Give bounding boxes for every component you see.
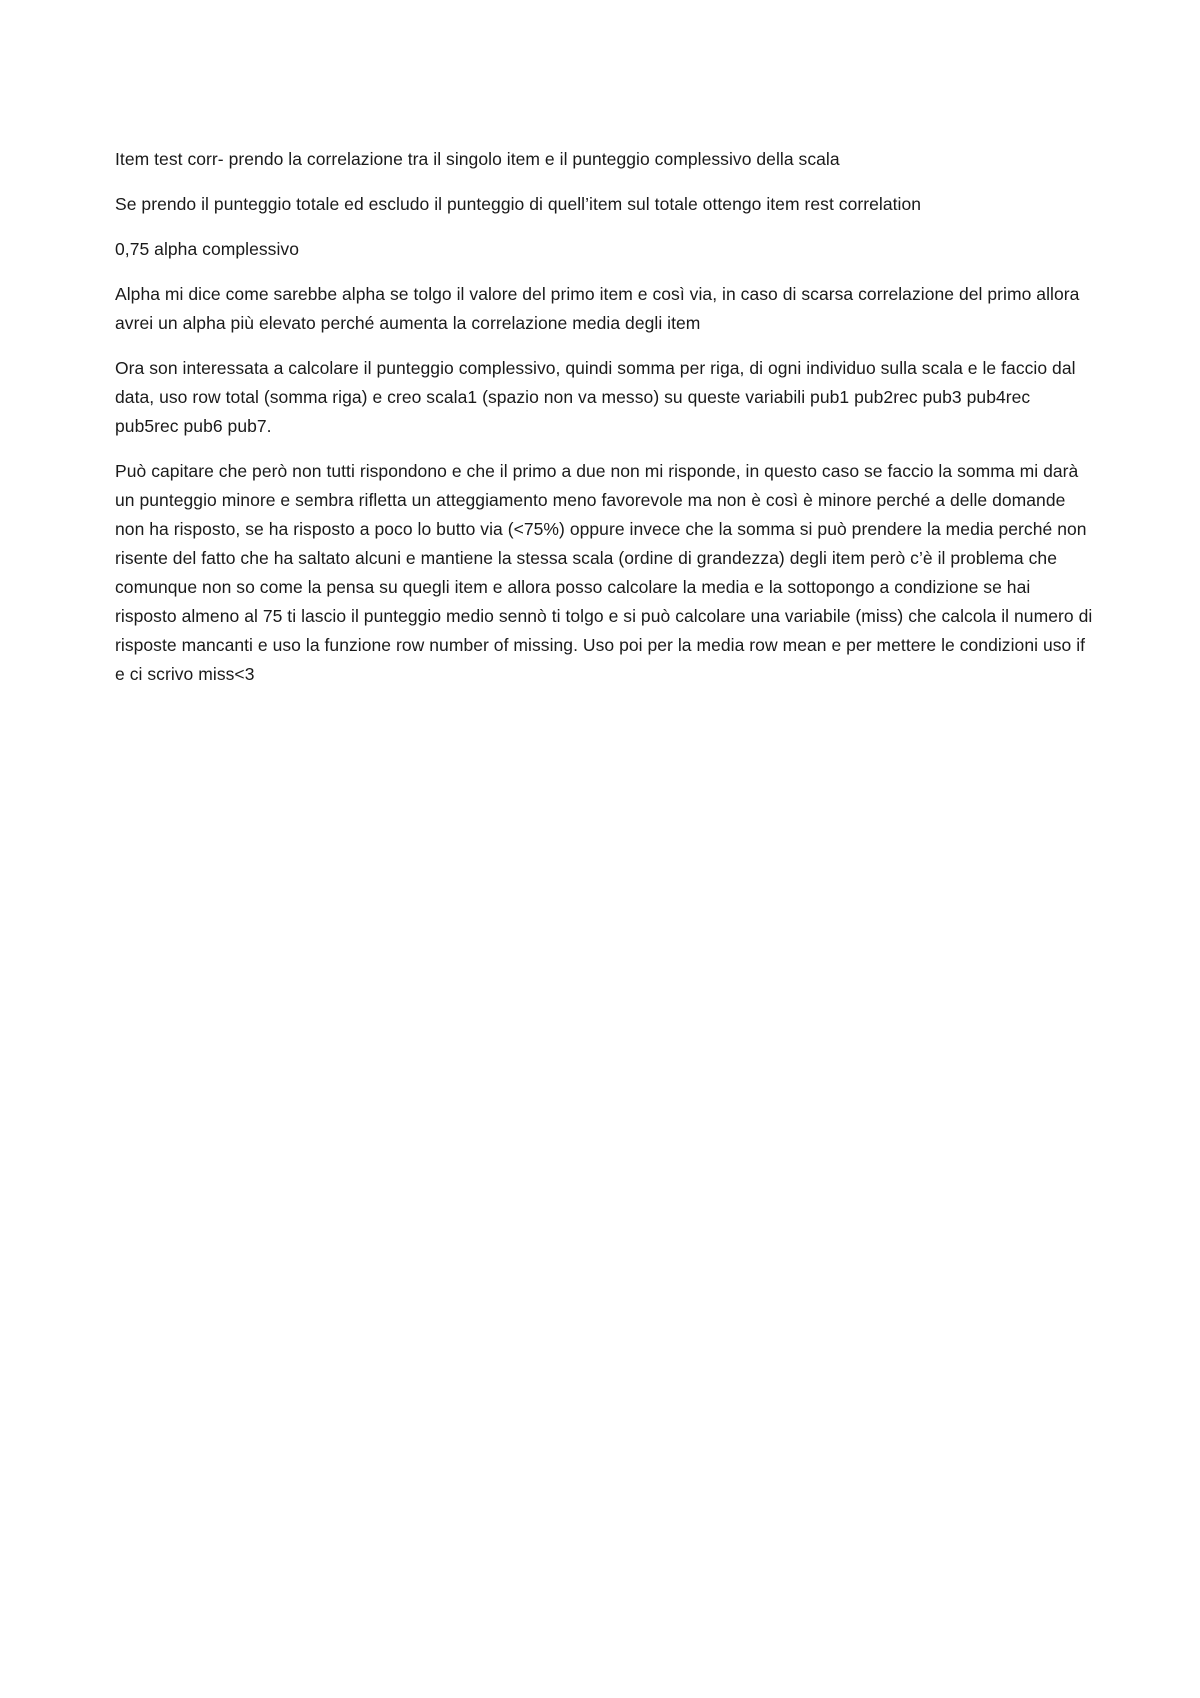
paragraph-item-test-corr: Item test corr- prendo la correlazione tra il singolo item e il punteggio complessivo della scala xyxy=(115,149,840,169)
paragraph-alpha-if-deleted: Alpha mi dice come sarebbe alpha se tolgo il valore del primo item e così via, in caso di scarsa correlazione del primo allora avrei un alpha più elevato perché aumenta la correlazione media degli item xyxy=(115,284,1080,333)
paragraph-row-total: Ora son interessata a calcolare il punteggio complessivo, quindi somma per riga, di ogni individuo sulla scala e le faccio dal data, uso row total (somma riga) e creo scala1 (spazio non va messo) su queste variabili pub1 pub2rec pub3 pub4rec pub5rec pub6 pub7. xyxy=(115,358,1076,436)
paragraph-alpha-value: 0,75 alpha complessivo xyxy=(115,239,299,259)
paragraph-item-rest-correlation: Se prendo il punteggio totale ed escludo il punteggio di quell’item sul totale ottengo item rest correlation xyxy=(115,194,922,214)
paragraph-missing-responses: Può capitare che però non tutti rispondono e che il primo a due non mi risponde, in questo caso se faccio la somma mi darà un punteggio minore e sembra rifletta un atteggiamento meno favorevole ma non è così è minore perché a delle domande non ha risposto, se ha risposto a poco lo butto via (<75%) oppure invece che la somma si può prendere la media perché non risente del fatto che ha saltato alcuni e mantiene la stessa scala (ordine di grandezza) degli item però c’è il problema che comunque non so come la pensa su quegli item e allora posso calcolare la media e la sottopongo a condizione se hai risposto almeno al 75 ti lascio il punteggio medio sennò ti tolgo e si può calcolare una variabile (miss) che calcola il numero di risposte mancanti e uso la funzione row number of missing. Uso poi per la media row mean e per mettere le condizioni uso if e ci scrivo miss<3 xyxy=(115,461,1093,684)
document-body xyxy=(115,145,1095,705)
